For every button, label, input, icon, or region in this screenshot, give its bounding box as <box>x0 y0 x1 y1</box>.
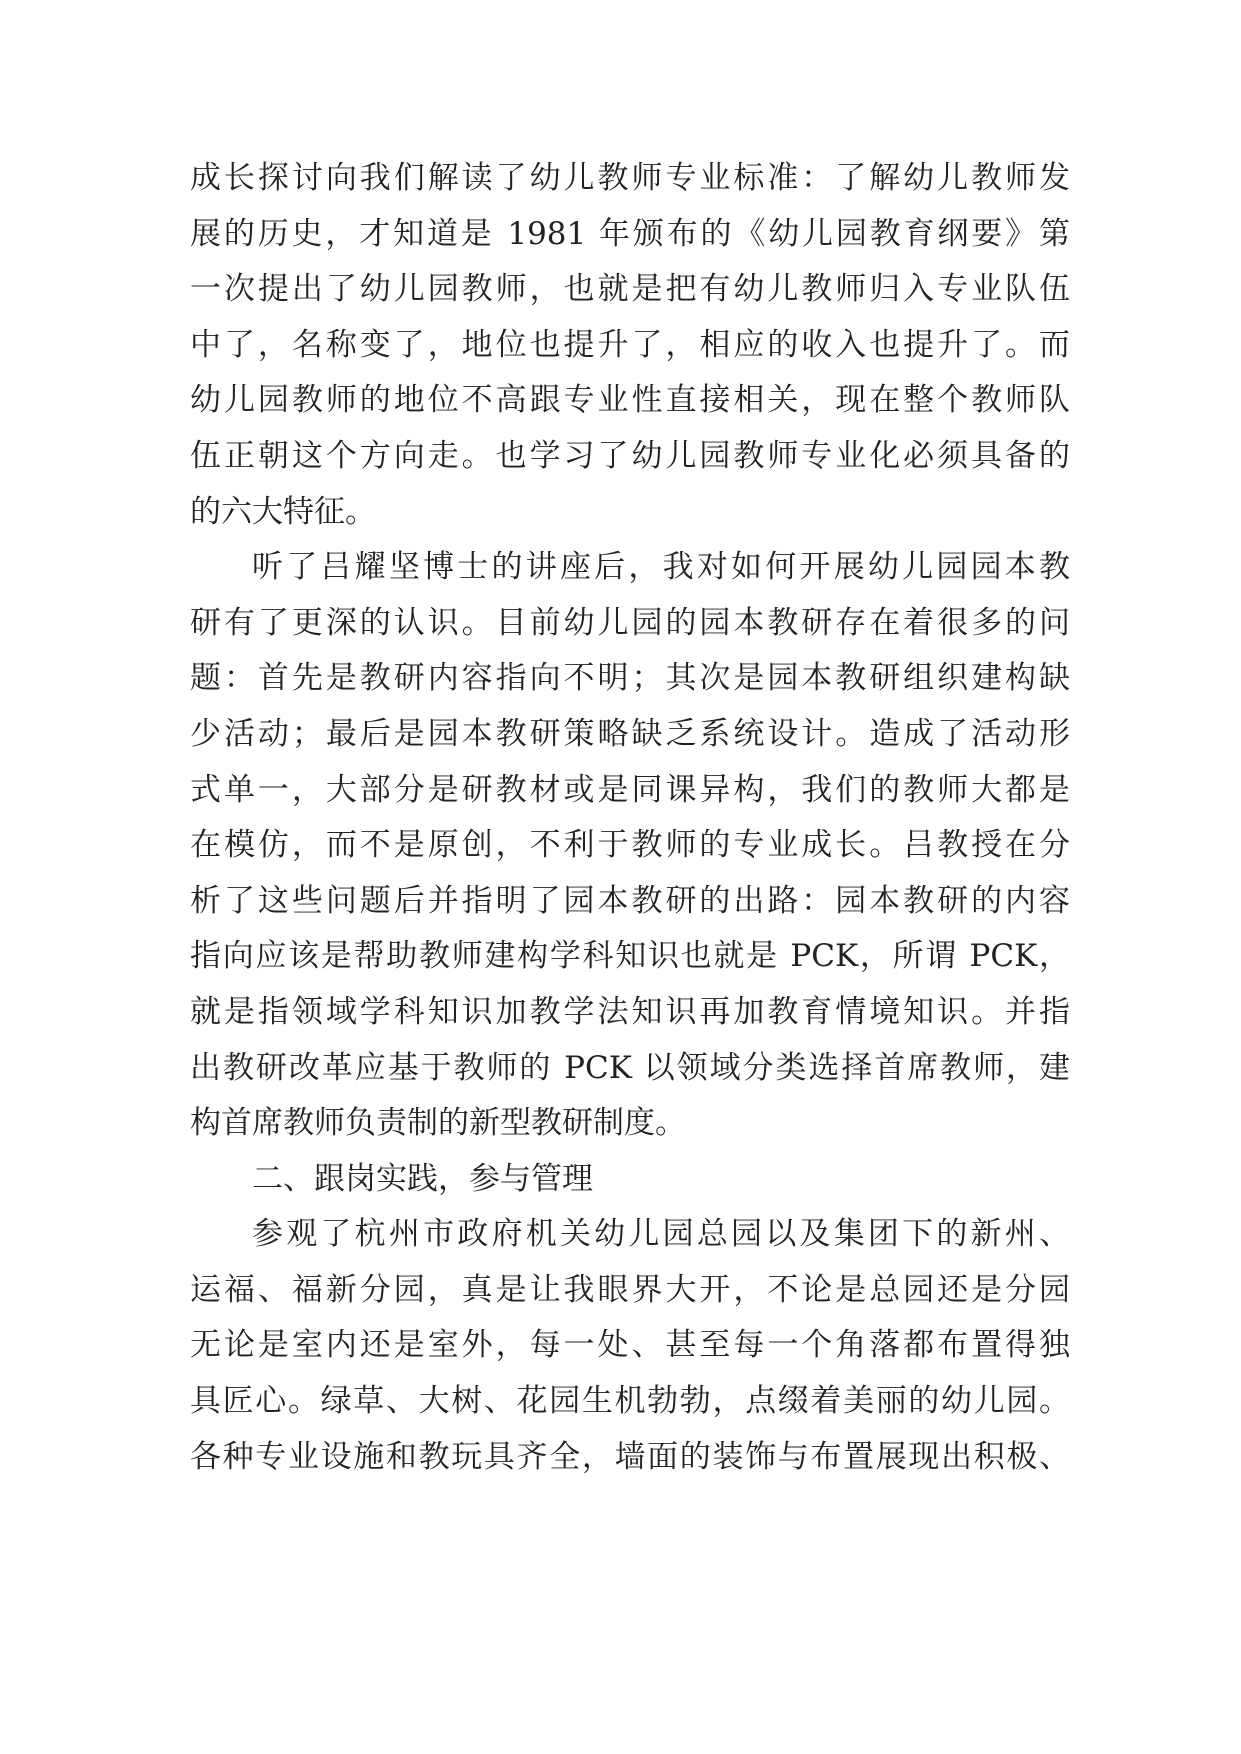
text-line: 伍正朝这个方向走。也学习了幼儿园教师专业化必须具备的 <box>190 437 1070 474</box>
paragraph-first-line: 参观了杭州市政府机关幼儿园总园以及集团下的新州、 <box>252 1216 1070 1253</box>
text-line: 具匠心。绿草、大树、花园生机勃勃，点缀着美丽的幼儿园。 <box>190 1383 1070 1420</box>
text-line: 成长探讨向我们解读了幼儿教师专业标准：了解幼儿教师发 <box>190 160 1070 196</box>
text-line: 展的历史，才知道是 1981 年颁布的《幼儿园教育纲要》第 <box>190 215 1070 252</box>
text-line: 的六大特征。 <box>190 493 376 530</box>
text-line: 少活动；最后是园本教研策略缺乏系统设计。造成了活动形 <box>190 715 1070 752</box>
text-line: 无论是室内还是室外，每一处、甚至每一个角落都布置得独 <box>190 1327 1070 1364</box>
text-line: 就是指领域学科知识加教学法知识再加教育情境知识。并指 <box>190 993 1070 1030</box>
paragraph-first-line: 听了吕耀坚博士的讲座后，我对如何开展幼儿园园本教 <box>252 549 1070 586</box>
text-line: 指向应该是帮助教师建构学科知识也就是 PCK，所谓 PCK， <box>190 938 1070 975</box>
section-heading: 二、跟岗实践，参与管理 <box>252 1160 593 1197</box>
text-line: 构首席教师负责制的新型教研制度。 <box>190 1105 686 1142</box>
text-line: 析了这些问题后并指明了园本教研的出路：园本教研的内容 <box>190 882 1070 919</box>
text-line: 各种专业设施和教玩具齐全，墙面的装饰与布置展现出积极、 <box>190 1438 1070 1475</box>
text-line: 出教研改革应基于教师的 PCK 以领域分类选择首席教师，建 <box>190 1049 1070 1086</box>
text-line: 题：首先是教研内容指向不明；其次是园本教研组织建构缺 <box>190 660 1070 697</box>
text-line: 幼儿园教师的地位不高跟专业性直接相关，现在整个教师队 <box>190 382 1070 419</box>
text-line: 式单一，大部分是研教材或是同课异构，我们的教师大都是 <box>190 771 1070 808</box>
text-line: 一次提出了幼儿园教师，也就是把有幼儿教师归入专业队伍 <box>190 271 1070 308</box>
text-line: 在模仿，而不是原创，不利于教师的专业成长。吕教授在分 <box>190 827 1070 864</box>
text-line: 研有了更深的认识。目前幼儿园的园本教研存在着很多的问 <box>190 604 1070 641</box>
text-line: 运福、福新分园，真是让我眼界大开，不论是总园还是分园 <box>190 1271 1070 1308</box>
text-line: 中了，名称变了，地位也提升了，相应的收入也提升了。而 <box>190 326 1070 363</box>
body-text <box>190 151 1070 1485</box>
